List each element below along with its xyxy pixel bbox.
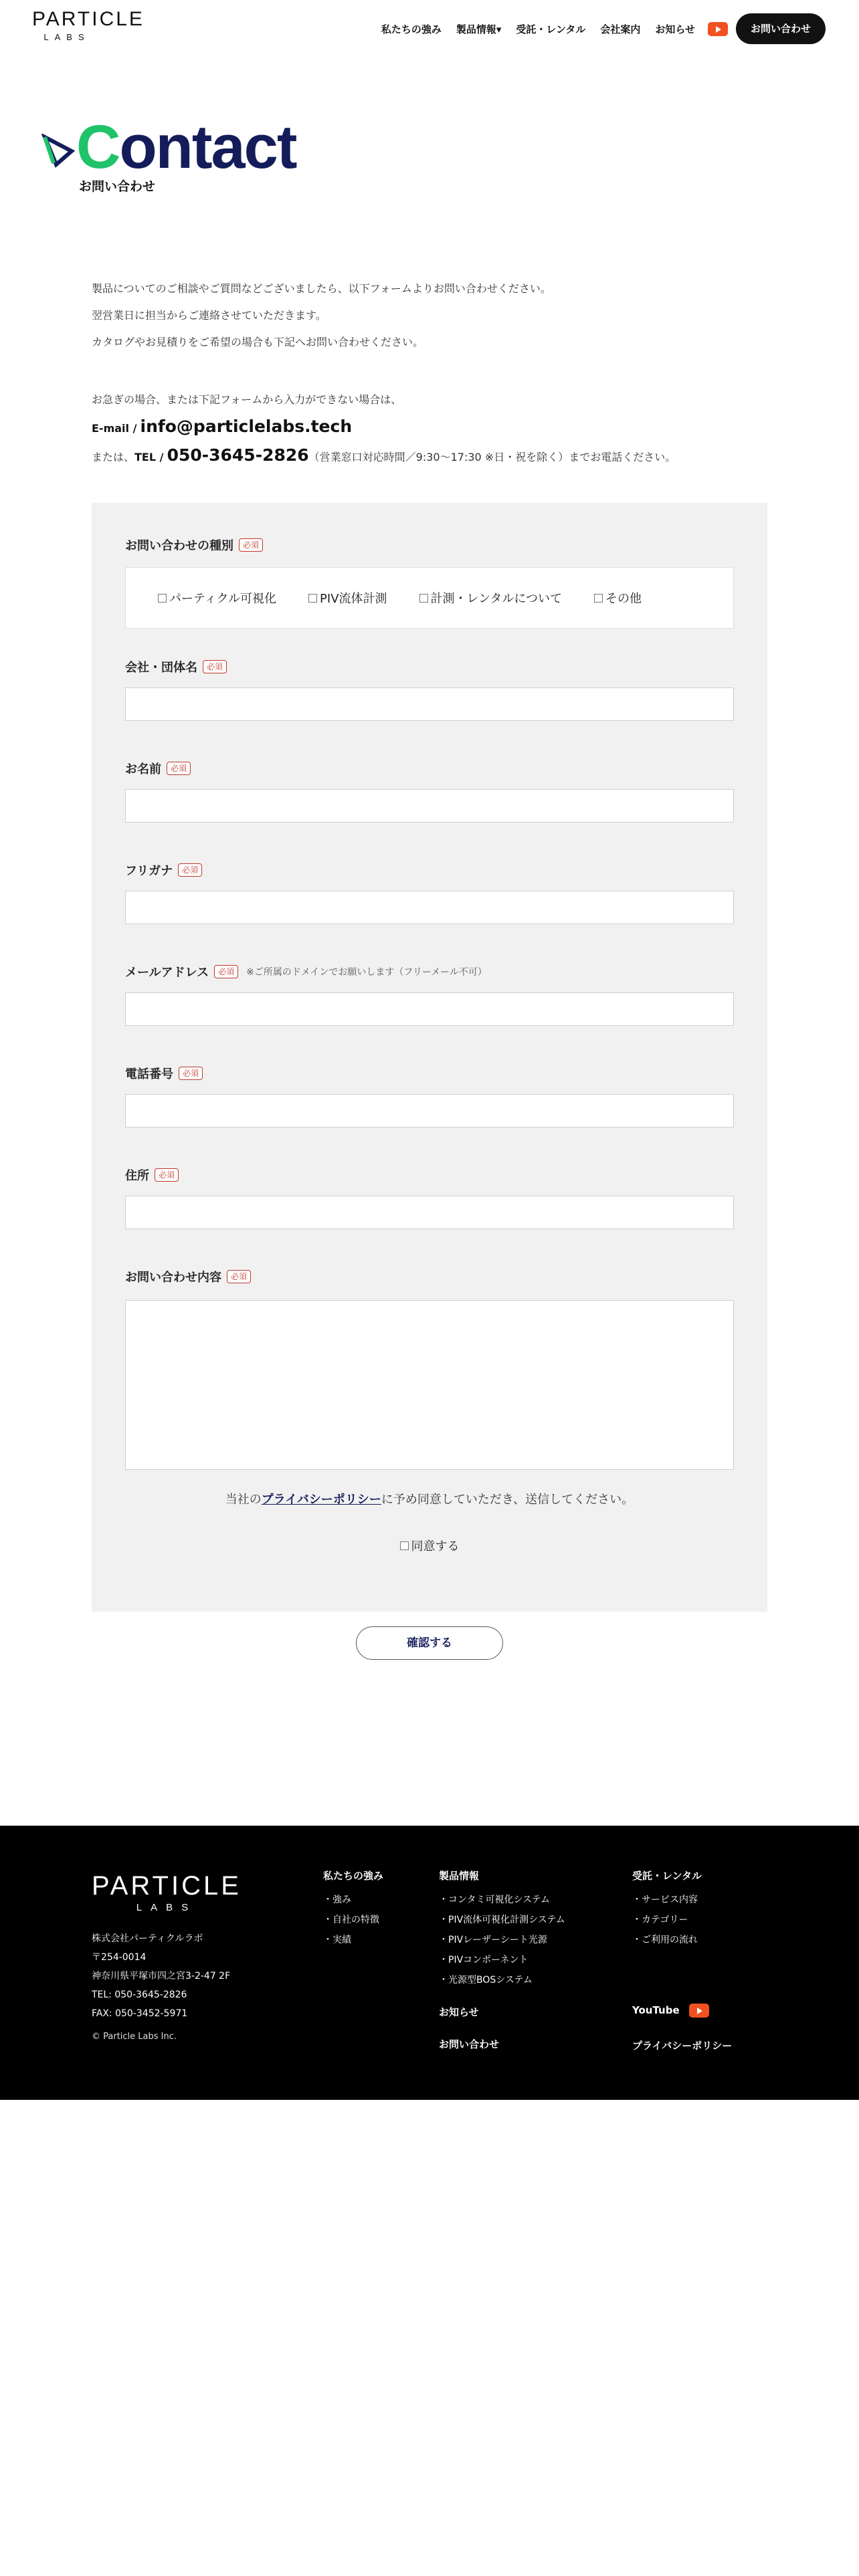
tel-prefix: または、	[92, 451, 135, 463]
required-badge: 必須	[203, 660, 227, 673]
checkbox[interactable]	[419, 594, 428, 603]
nav-products[interactable]: 製品情報▾	[456, 23, 502, 35]
privacy-policy-link[interactable]: プライバシーポリシー	[261, 1493, 381, 1507]
email-note: ※ご所属のドメインでお願いします（フリーメール不可）	[246, 967, 487, 978]
footer-link[interactable]: ・PIV流体可視化計測システム	[439, 1915, 565, 1925]
inquiry-type-label: お問い合わせの種別 必須	[125, 536, 263, 554]
footer-heading[interactable]: 私たちの強み	[323, 1870, 384, 1882]
email-input[interactable]	[125, 992, 734, 1026]
main-nav	[374, 13, 826, 44]
footer-heading[interactable]: 受託・レンタル	[632, 1870, 702, 1882]
option-particle[interactable]: パーティクル可視化	[158, 589, 276, 607]
kana-label: フリガナ 必須	[125, 861, 202, 879]
nav-strengths[interactable]: 私たちの強み	[381, 23, 442, 35]
required-badge: 必須	[179, 1067, 203, 1080]
address-input[interactable]	[125, 1196, 734, 1229]
page-subtitle: お問い合わせ	[79, 179, 156, 194]
company-input[interactable]	[125, 687, 734, 721]
message-label: お問い合わせ内容 必須	[125, 1268, 251, 1285]
footer-col-rental	[632, 1866, 702, 1950]
message-textarea[interactable]	[125, 1300, 734, 1470]
tel-label: TEL /	[134, 451, 164, 463]
footer-logo-sub: LABS	[136, 1902, 197, 1913]
footer-col-products	[439, 1866, 565, 1990]
logo-wordmark: PARTICLE	[32, 8, 145, 30]
youtube-icon[interactable]	[708, 22, 728, 36]
copyright: © Particle Labs Inc.	[92, 2032, 177, 2042]
footer-youtube-link[interactable]: YouTube	[632, 2004, 709, 2018]
option-piv[interactable]: PIV流体計測	[308, 589, 387, 607]
footer-privacy-link[interactable]: プライバシーポリシー	[632, 2040, 733, 2052]
footer-link[interactable]: ・PIVレーザーシート光源	[439, 1935, 547, 1945]
contact-cta-button[interactable]: お問い合わせ	[736, 13, 826, 44]
phone-label: 電話番号 必須	[125, 1065, 203, 1082]
intro-text	[92, 276, 787, 356]
intro-line: カタログやお見積りをご希望の場合も下記へお問い合わせください。	[92, 336, 424, 348]
footer-heading[interactable]: 製品情報	[439, 1870, 480, 1882]
inquiry-type-options	[125, 567, 734, 629]
site-header	[0, 0, 859, 60]
footer-news-link[interactable]: お知らせ	[439, 2006, 479, 2018]
checkbox[interactable]	[308, 594, 317, 603]
address-label: 住所 必須	[125, 1166, 179, 1184]
email-label-field: メールアドレス 必須 ※ご所属のドメインでお願いします（フリーメール不可）	[125, 966, 487, 980]
urgent-line: お急ぎの場合、または下記フォームから入力ができない場合は、	[92, 393, 402, 406]
phone-input[interactable]	[125, 1094, 734, 1128]
footer-link[interactable]: ・実績	[323, 1935, 351, 1945]
tel-number[interactable]: 050-3645-2826	[167, 445, 309, 465]
footer-col-strengths	[323, 1866, 383, 1950]
email-label: E-mail /	[92, 422, 137, 435]
agree-checkbox[interactable]: 同意する	[92, 1537, 767, 1554]
footer-link[interactable]: ・サービス内容	[632, 1895, 698, 1905]
kana-input[interactable]	[125, 891, 734, 924]
footer-link[interactable]: ・カテゴリー	[632, 1915, 688, 1925]
option-other[interactable]: その他	[594, 589, 642, 607]
footer-logo[interactable]	[92, 1872, 242, 1913]
intro-line: 製品についてのご相談やご質問などございましたら、以下フォームよりお問い合わせください。	[92, 282, 551, 295]
required-badge: 必須	[155, 1168, 179, 1182]
contact-form	[92, 503, 767, 1612]
option-rental[interactable]: 計測・レンタルについて	[419, 589, 562, 607]
tel-note: （営業窓口対応時間／9:30〜17:30 ※日・祝を除く）までお電話ください。	[308, 451, 676, 463]
nav-news[interactable]: お知らせ	[655, 23, 695, 35]
checkbox[interactable]	[594, 594, 603, 603]
footer-link[interactable]: ・コンタミ可視化システム	[439, 1895, 551, 1905]
urgent-contact	[92, 387, 787, 471]
company-info: 株式会社パーティクルラボ 〒254-0014 神奈川県平塚市四之宮3-2-47 2F TEL: 050-3645-2826 FAX: 050-3452-5971	[92, 1933, 231, 2019]
footer-link[interactable]: ・自社の特徴	[323, 1915, 379, 1925]
checkbox[interactable]	[158, 594, 167, 603]
required-badge: 必須	[214, 965, 238, 978]
nav-rental[interactable]: 受託・レンタル	[516, 23, 586, 35]
company-label: 会社・団体名 必須	[125, 658, 227, 675]
required-badge: 必須	[167, 762, 191, 775]
footer-logo-wordmark: PARTICLE	[92, 1871, 242, 1901]
site-logo[interactable]	[32, 8, 145, 42]
required-badge: 必須	[227, 1270, 251, 1283]
email-link[interactable]: info@particlelabs.tech	[140, 417, 353, 436]
name-input[interactable]	[125, 789, 734, 823]
privacy-notice: 当社のプライバシーポリシーに予め同意していただき、送信してください。	[225, 1493, 634, 1507]
footer-contact-link[interactable]: お問い合わせ	[439, 2038, 500, 2050]
intro-line: 翌営業日に担当からご連絡させていただきます。	[92, 309, 326, 322]
footer-link[interactable]: ・ご利用の流れ	[632, 1935, 698, 1945]
footer-link[interactable]: ・強み	[323, 1895, 351, 1905]
site-footer	[0, 1826, 859, 2100]
play-arrow-icon	[41, 134, 75, 169]
name-label: お名前 必須	[125, 760, 191, 777]
logo-sub: LABS	[43, 32, 90, 42]
footer-link[interactable]: ・PIVコンポーネント	[439, 1955, 529, 1965]
required-badge: 必須	[239, 538, 263, 552]
checkbox[interactable]	[400, 1541, 409, 1550]
nav-company[interactable]: 会社案内	[600, 23, 641, 35]
required-badge: 必須	[178, 863, 202, 877]
footer-link[interactable]: ・光源型BOSシステム	[439, 1975, 533, 1985]
page-title: Contact	[76, 113, 296, 181]
confirm-button[interactable]: 確認する	[356, 1626, 503, 1660]
youtube-icon	[689, 2004, 709, 2018]
